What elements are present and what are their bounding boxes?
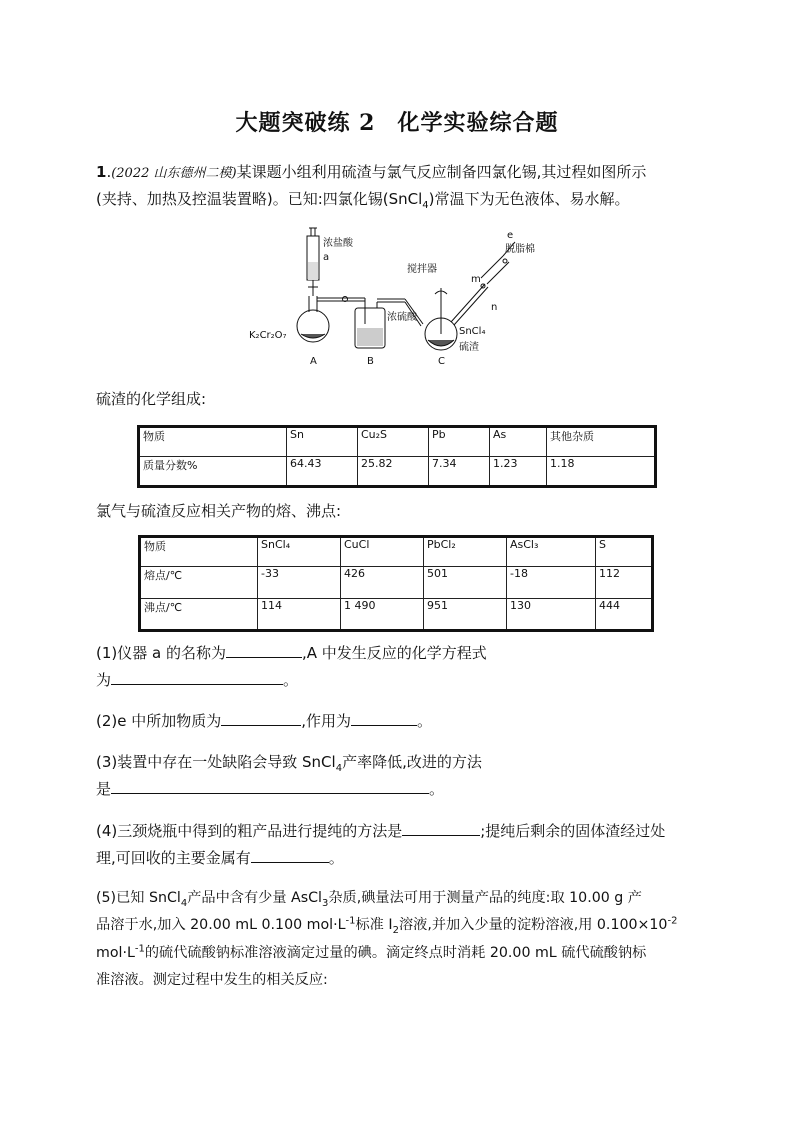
table1-caption: 硫渣的化学组成: [96, 390, 207, 408]
answer-blank[interactable] [351, 711, 417, 726]
answer-blank[interactable] [226, 643, 302, 658]
subquestion-3-line-1 [96, 752, 482, 772]
question-1-line-2 [96, 189, 630, 209]
table-cell: 25.82 [358, 457, 429, 487]
table-header-cell: CuCl [341, 537, 424, 567]
table-cell: 1 490 [341, 599, 424, 631]
superscript: -1 [134, 943, 145, 955]
question-number: 1 [96, 163, 107, 181]
label-C: C [438, 356, 445, 367]
label-A: A [310, 356, 317, 367]
subquestion-text: 。 [429, 780, 445, 798]
superscript: -1 [345, 915, 356, 927]
subquestion-1-line-1 [96, 643, 487, 663]
melting-boiling-table [138, 535, 654, 632]
label-conc-hcl: 浓盐酸 [323, 238, 353, 249]
label-sncl4: SnCl₄ [459, 326, 486, 337]
answer-blank[interactable] [402, 821, 480, 836]
subquestion-text: ;提纯后剩余的固体渣经过处 [480, 822, 666, 840]
subscript: 4 [335, 763, 343, 774]
label-conc-h2so4: 浓硫酸 [387, 312, 417, 323]
subquestion-text: 。 [328, 849, 344, 867]
subquestion-text: ,作用为 [301, 712, 352, 730]
table-header-cell: SnCl₄ [258, 537, 341, 567]
table-header-cell: Pb [429, 427, 490, 457]
table-cell: 质量分数% [139, 457, 287, 487]
subquestion-text: 。 [417, 712, 433, 730]
subquestion-text: 。 [283, 671, 299, 689]
apparatus-figure [245, 224, 555, 370]
title-text: 化学实验综合题 [397, 110, 559, 136]
question-1-line-1: 1.(2022 山东德州二模)某课题小组利用硫渣与氯气反应制备四氯化锡,其过程如图所示 [96, 163, 647, 181]
table-header-cell: 物质 [140, 537, 258, 567]
title-number: 大题突破练 2 [235, 110, 376, 136]
subscript: 3 [321, 897, 329, 909]
label-reagent-A: K₂Cr₂O₇ [249, 330, 287, 341]
table-cell: 444 [596, 599, 653, 631]
table-cell: -33 [258, 567, 341, 599]
table-header-cell: Sn [287, 427, 358, 457]
composition-table [137, 425, 657, 488]
table-cell: 501 [424, 567, 507, 599]
table-cell: 沸点/℃ [140, 599, 258, 631]
subquestion-1-line-2 [96, 670, 298, 690]
table-header-cell: S [596, 537, 653, 567]
subquestion-text: 溶液,并加入少量的淀粉溶液,用 0.100×10 [398, 917, 668, 933]
subquestion-text: 标准 I [355, 917, 393, 933]
subquestion-text: 理,可回收的主要金属有 [96, 849, 251, 867]
label-a: a [323, 252, 330, 263]
subquestion-text: (3)装置中存在一处缺陷会导致 SnCl [96, 753, 336, 771]
subquestion-3-line-2 [96, 779, 444, 799]
subquestion-text: 产品中含有少量 AsCl [187, 890, 322, 906]
subquestion-5-line-2 [96, 915, 677, 935]
question-text-part: )常温下为无色液体、易水解。 [428, 190, 630, 208]
question-source: (2022 山东德州二模) [111, 166, 237, 181]
subquestion-2 [96, 711, 432, 731]
subquestion-text: 的硫代硫酸钠标准溶液滴定过量的碘。滴定终点时消耗 20.00 mL 硫代硫酸钠标 [144, 945, 647, 961]
table-header-row [140, 537, 653, 567]
subscript: 2 [392, 924, 399, 936]
question-text: 某课题小组利用硫渣与氯气反应制备四氯化锡,其过程如图所示 [236, 163, 647, 181]
subquestion-5-line-4: 准溶液。测定过程中发生的相关反应: [96, 972, 328, 988]
table2-caption: 氯气与硫渣反应相关产物的熔、沸点: [96, 502, 342, 520]
subquestion-text: (5)已知 SnCl [96, 890, 181, 906]
table-cell: -18 [507, 567, 596, 599]
subquestion-text: mol·L [96, 945, 135, 961]
table-cell: 426 [341, 567, 424, 599]
label-slag: 硫渣 [459, 342, 479, 353]
superscript: -2 [667, 915, 678, 927]
table-cell: 1.23 [490, 457, 547, 487]
table-header-cell: AsCl₃ [507, 537, 596, 567]
table-cell: 951 [424, 599, 507, 631]
label-stirrer: 搅拌器 [407, 264, 437, 275]
table-row [140, 567, 653, 599]
answer-blank[interactable] [111, 670, 283, 685]
label-cotton: 脱脂棉 [505, 244, 535, 255]
table-header-cell: 物质 [139, 427, 287, 457]
subquestion-text: (2)e 中所加物质为 [96, 712, 222, 730]
table-cell: 1.18 [547, 457, 656, 487]
page-title [0, 106, 794, 137]
table-cell: 112 [596, 567, 653, 599]
table-row [139, 457, 656, 487]
table-cell: 熔点/℃ [140, 567, 258, 599]
subquestion-5-line-1 [96, 888, 642, 908]
table-cell: 114 [258, 599, 341, 631]
subquestion-text: 是 [96, 780, 112, 798]
subquestion-4-line-2 [96, 848, 344, 868]
subquestion-text: 产率降低,改进的方法 [342, 753, 482, 771]
label-B: B [367, 356, 374, 367]
subscript: 4 [180, 897, 188, 909]
answer-blank[interactable] [251, 848, 329, 863]
table-header-cell: As [490, 427, 547, 457]
label-n: n [491, 302, 498, 313]
question-text-part: (夹持、加热及控温装置略)。已知:四氯化锡(SnCl [96, 190, 423, 208]
subquestion-text: (1)仪器 a 的名称为 [96, 644, 226, 662]
subquestion-5-line-3 [96, 943, 646, 963]
subquestion-text: 品溶于水,加入 20.00 mL 0.100 mol·L [96, 917, 346, 933]
table-header-cell: Cu₂S [358, 427, 429, 457]
table-header-cell: PbCl₂ [424, 537, 507, 567]
table-cell: 130 [507, 599, 596, 631]
subquestion-text: ,A 中发生反应的化学方程式 [301, 644, 487, 662]
table-header-row [139, 427, 656, 457]
label-m: m [471, 274, 481, 285]
subquestion-text: 为 [96, 671, 112, 689]
subscript: 4 [422, 200, 429, 211]
subquestion-text: (4)三颈烧瓶中得到的粗产品进行提纯的方法是 [96, 822, 403, 840]
answer-blank[interactable] [221, 711, 301, 726]
table-cell: 7.34 [429, 457, 490, 487]
label-e: e [507, 230, 514, 241]
table-header-cell: 其他杂质 [547, 427, 656, 457]
subquestion-text: 杂质,碘量法可用于测量产品的纯度:取 10.00 g 产 [328, 890, 642, 906]
answer-blank[interactable] [111, 779, 429, 794]
subquestion-4-line-1 [96, 821, 665, 841]
table-cell: 64.43 [287, 457, 358, 487]
table-row [140, 599, 653, 631]
